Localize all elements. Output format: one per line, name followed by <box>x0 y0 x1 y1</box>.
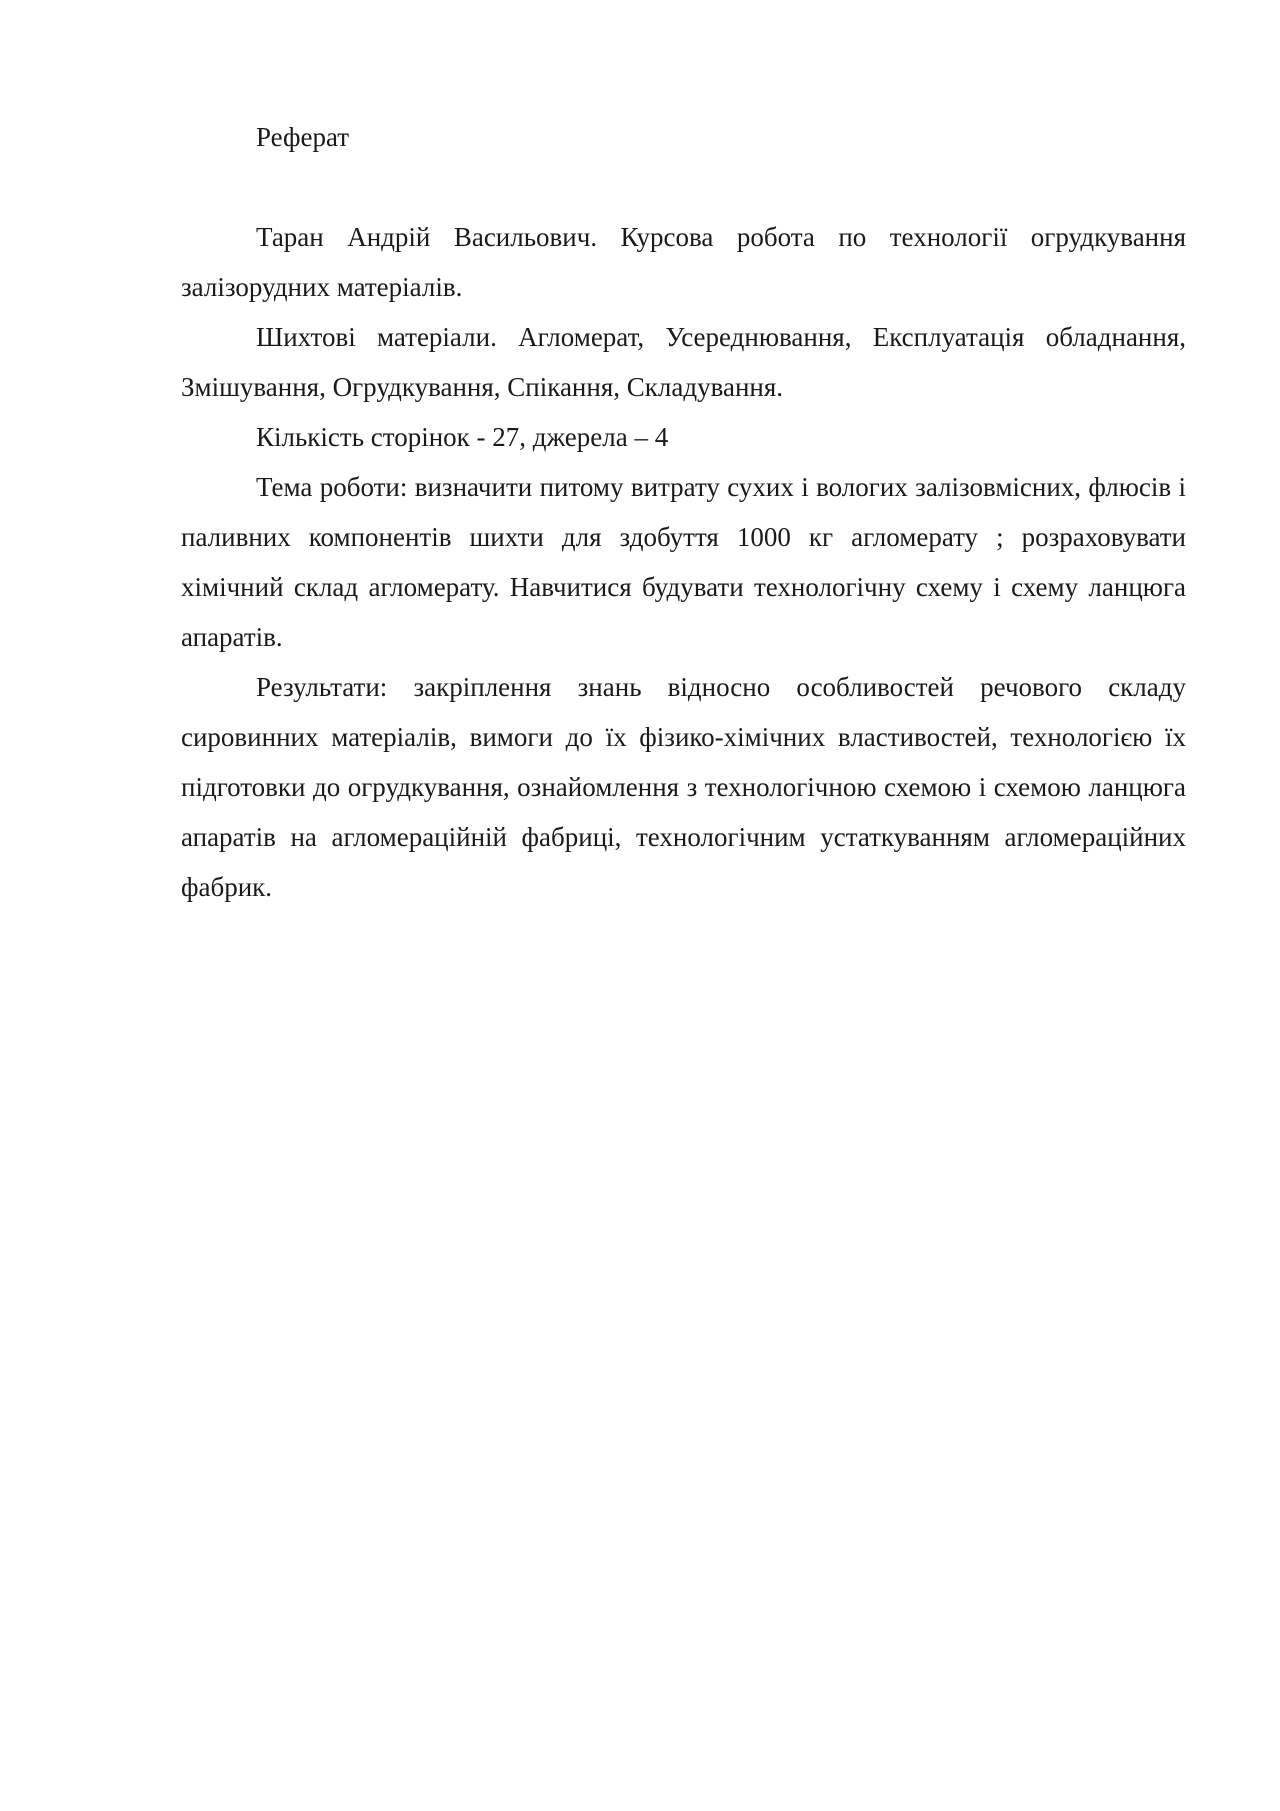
document-heading: Реферат <box>256 122 350 152</box>
topic-paragraph: Тема роботи: визначити питому витрату сухих і вологих залізовмісних, флюсів і паливних компонентів шихти для здобуття 1000 кг агломерату ; розраховувати хімічний склад агломерату. Навчитися будувати технологічну схему і схему ланцюга апаратів. <box>181 472 1186 652</box>
document-body <box>181 112 1186 912</box>
author-paragraph: Таран Андрій Васильович. Курсова робота по технології огрудкування залізорудних матеріалів. <box>181 222 1186 302</box>
page-count-paragraph: Кількість сторінок - 27, джерела – 4 <box>256 422 669 452</box>
keywords-paragraph: Шихтові матеріали. Агломерат, Усереднювання, Експлуатація обладнання, Змішування, Огрудкування, Спікання, Складування. <box>181 322 1186 402</box>
results-paragraph: Результати: закріплення знань відносно особливостей речового складу сировинних матеріалів, вимоги до їх фізико-хімічних властивостей, технологією їх підготовки до огрудкування, ознайомлення з технологічною схемою і схемою ланцюга апаратів на агломераційній фабриці, технологічним устаткуванням агломераційних фабрик. <box>181 672 1186 902</box>
